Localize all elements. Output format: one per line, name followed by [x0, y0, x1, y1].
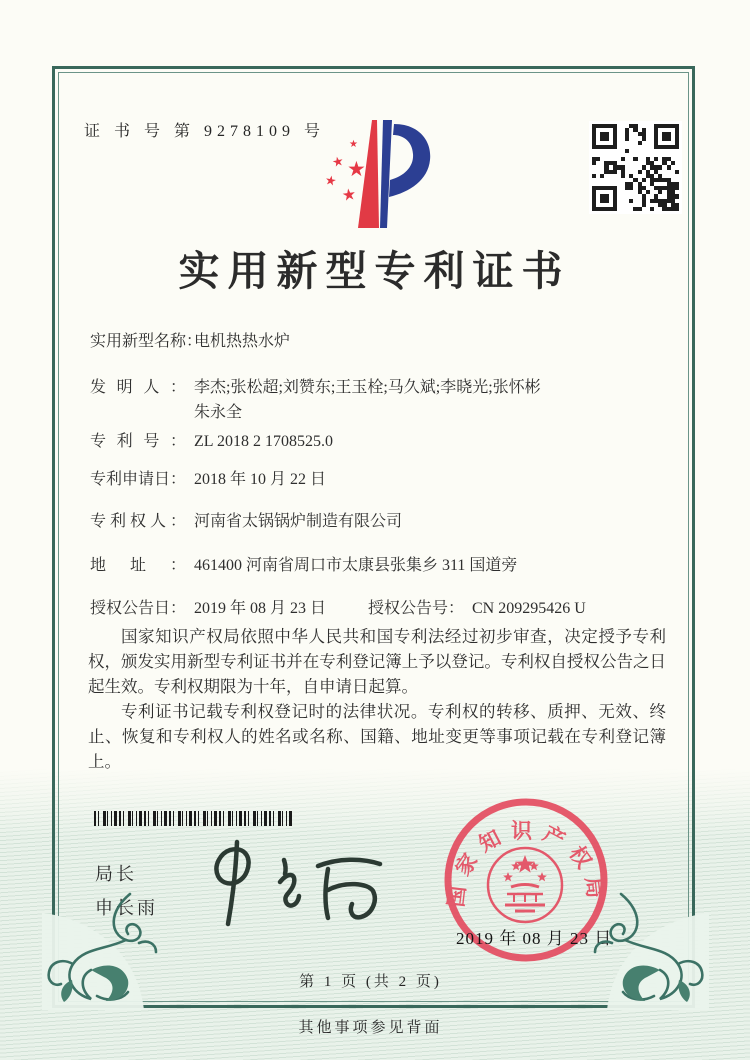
field-label: 实用新型名称： [90, 333, 203, 350]
star-icon: ★ [349, 139, 358, 150]
field-label: 地址： [90, 557, 186, 574]
seal-agency-text: 国家知识产权局 [443, 818, 609, 909]
field-label: 授权公告号： [368, 600, 465, 617]
field-label: 授权公告日： [90, 600, 187, 617]
field-value: 河南省太锅锅炉制造有限公司 [194, 513, 403, 530]
field-label: 专利号： [90, 433, 186, 450]
page-indicator: 第 1 页 (共 2 页) [299, 974, 442, 990]
star-icon: ★ [330, 152, 346, 171]
field-address [90, 552, 517, 575]
officer-title: 局长 [95, 864, 137, 884]
qr-finder-icon [592, 186, 617, 211]
legal-text [88, 624, 666, 774]
seal-date: 2019 年 08 月 23 日 [456, 929, 613, 948]
star-icon: ★ [323, 172, 338, 189]
officer-signature [200, 836, 400, 936]
field-value: 电机热热水炉 [194, 333, 291, 350]
cnipa-p-mark-icon [352, 116, 434, 234]
field-utility-model-name [90, 328, 290, 351]
field-value: 461400 河南省周口市太康县张集乡 311 国道旁 [194, 557, 518, 574]
certificate-number: 证 书 号 第 9278109 号 [84, 123, 326, 140]
officer-name: 申长雨 [95, 898, 158, 918]
corner-flourish-icon [42, 888, 167, 1010]
legal-paragraph-1: 国家知识产权局依照中华人民共和国专利法经过初步审查，决定授予专利权，颁发实用新型专利证书并在专利登记簿上予以登记。专利权自授权公告之日起生效。专利权期限为十年，自申请日起算。 [88, 627, 666, 696]
qr-finder-icon [654, 124, 679, 149]
corner-flourish-icon [584, 888, 709, 1010]
cnipa-logo [316, 114, 451, 236]
field-label: 发明人： [90, 379, 186, 396]
field-value: 2019 年 08 月 23 日 [194, 600, 327, 617]
qr-finder-icon [592, 124, 617, 149]
field-grant-date [90, 595, 326, 618]
star-icon: ★ [347, 157, 366, 181]
field-value: CN 209295426 U [472, 600, 586, 617]
qr-code [589, 121, 682, 214]
field-grant-number [368, 595, 586, 618]
barcode [94, 811, 294, 826]
legal-paragraph-2: 专利证书记载专利权登记时的法律状况。专利权的转移、质押、无效、终止、恢复和专利权人的姓名或名称、国籍、地址变更等事项记载在专利登记簿上。 [88, 702, 666, 771]
field-patentee [90, 508, 402, 531]
national-emblem-icon [488, 848, 562, 922]
reverse-side-note: 其他事项参见背面 [298, 1020, 443, 1036]
field-value: 2018 年 10 月 22 日 [194, 471, 327, 488]
field-value: ZL 2018 2 1708525.0 [194, 433, 333, 450]
certificate-title: 实用新型专利证书 [178, 248, 571, 294]
field-label: 专利权人： [90, 513, 186, 530]
star-icon: ★ [340, 186, 358, 205]
field-label: 专利申请日： [90, 471, 187, 488]
field-filing-date [90, 466, 326, 489]
field-inventors [90, 374, 541, 397]
field-value: 李杰;张松超;刘赞东;王玉栓;马久斌;李晓光;张怀彬 [194, 379, 541, 396]
field-patent-number [90, 428, 333, 451]
field-inventors-continued: 朱永全 [194, 404, 243, 421]
